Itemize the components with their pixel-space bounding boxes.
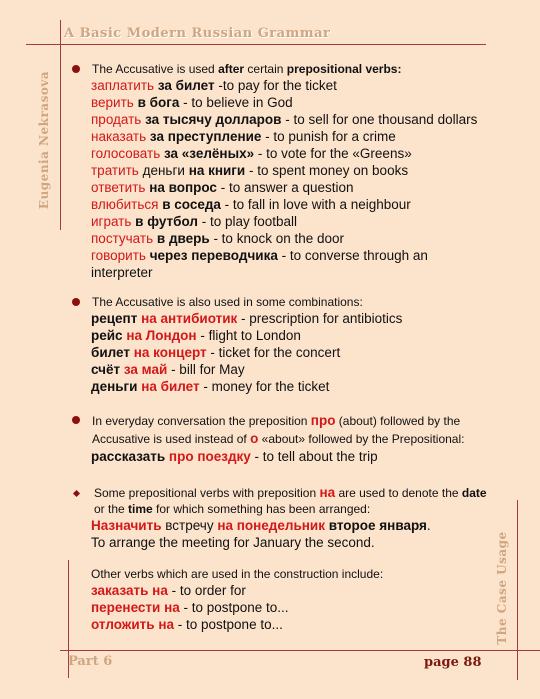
example-line: говорить через переводчика - to converse through an interpreter	[91, 248, 428, 280]
right-rule	[517, 500, 518, 680]
top-rule	[26, 44, 486, 45]
section-pro	[70, 412, 500, 465]
section-intro: The Accusative is used after certain prepositional verbs:	[92, 62, 402, 76]
bottom-rule	[60, 650, 540, 651]
example-line: рейс на Лондон - flight to London	[91, 328, 301, 343]
section-combinations	[70, 294, 500, 395]
example-line: тратить деньги на книги - to spent money on books	[91, 163, 409, 178]
page-number: page 88	[424, 655, 482, 670]
section-intro: Other verbs which are used in the construction include:	[91, 567, 384, 581]
section-other-verbs	[70, 566, 500, 633]
example-line: перенести на - to postpone to...	[91, 600, 289, 615]
example-line: продать за тысячу долларов - to sell for one thousand dollars	[91, 112, 478, 127]
example-translation: To arrange the meeting for January the second.	[91, 535, 375, 550]
bullet-icon	[72, 65, 80, 73]
example-line: счёт за май - bill for May	[91, 362, 245, 377]
example-line: ответить на вопрос - to answer a question	[91, 180, 354, 195]
example-line: голосовать за «зелёных» - to vote for the «Greens»	[91, 146, 412, 161]
example-line: билет на концерт - ticket for the concert	[91, 345, 341, 360]
section-intro: In everyday conversation the preposition про (about) followed by the Accusative is used instead of о «about» followed by the Prepositional:	[92, 413, 465, 446]
left-rule	[60, 20, 61, 230]
example-line: заказать на - to order for	[91, 583, 246, 598]
book-title: A Basic Modern Russian Grammar	[64, 26, 331, 41]
example-line: рассказать про поездку - to tell about the trip	[91, 449, 378, 464]
author-name: Eugenia Nekrasova	[37, 70, 51, 210]
section-intro: Some prepositional verbs with preposition на are used to denote the date or the time for which something has been arranged:	[94, 485, 487, 516]
example-sentence: Назначить встречу на понедельник второе января.	[91, 518, 431, 533]
example-line: рецепт на антибиотик - prescription for antibiotics	[91, 311, 403, 326]
bullet-icon	[72, 298, 80, 306]
section-name: The Case Usage	[495, 531, 509, 645]
example-line: отложить на - to postpone to...	[91, 617, 283, 632]
diamond-bullet-icon	[73, 490, 80, 497]
section-prepositional-verbs	[70, 61, 500, 281]
example-line: деньги на билет - money for the ticket	[91, 379, 330, 394]
part-label: Part 6	[68, 654, 113, 669]
example-line: верить в бога - to believe in God	[91, 95, 293, 110]
example-line: заплатить за билет -to pay for the ticket	[91, 78, 337, 93]
bullet-icon	[72, 416, 80, 424]
section-intro: The Accusative is also used in some combinations:	[92, 295, 363, 309]
example-line: постучать в дверь - to knock on the door	[91, 231, 345, 246]
example-line: наказать за преступление - to punish for a crime	[91, 129, 396, 144]
example-line: влюбиться в соседа - to fall in love with a neighbour	[91, 197, 411, 212]
section-na-date	[70, 485, 500, 551]
example-line: играть в футбол - to play football	[91, 214, 298, 229]
